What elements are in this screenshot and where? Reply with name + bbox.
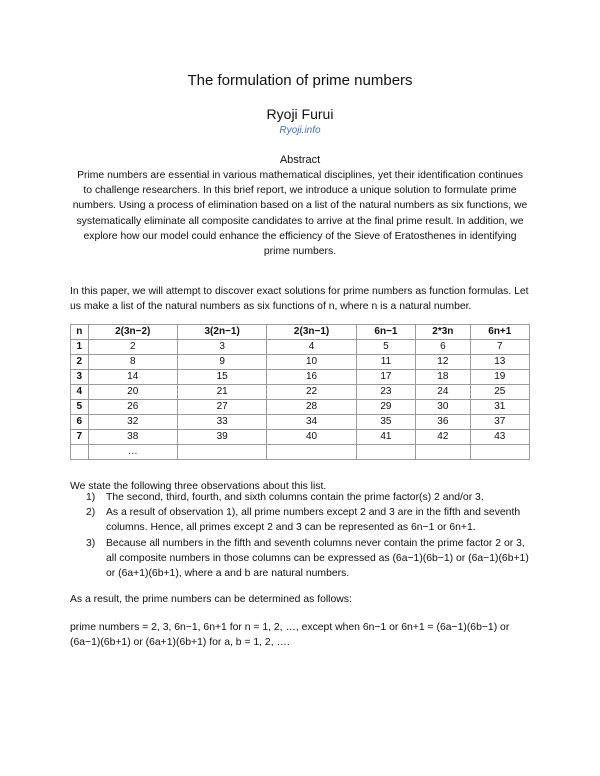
table-row <box>71 415 530 430</box>
table-cell: 42 <box>416 430 471 445</box>
table-cell: 26 <box>88 400 177 415</box>
table-cell: 4 <box>267 340 356 355</box>
table-cell: 37 <box>470 415 529 430</box>
table-cell: 7 <box>470 340 529 355</box>
table-cell: 20 <box>88 385 177 400</box>
paper-title: The formulation of prime numbers <box>187 72 413 89</box>
table-cell: 8 <box>88 355 177 370</box>
table-row <box>71 385 530 400</box>
list-item-text: As a result of observation 1), all prime numbers except 2 and 3 are in the fifth and seventh columns. Hence, all primes except 2 and 3 can be represented as 6n−1 or 6n+1. <box>106 507 521 534</box>
abstract-text: Prime numbers are essential in various mathematical disciplines, yet their identification continues to challenge researchers. In this brief report, we introduce a unique solution to formulate prime numbers. Using a process of elimination based on a list of the natural numbers as six functions, we systematically eliminate all composite candidates to arrive at the final prime result. In addition, we explore how our model could enhance the efficiency of the Sieve of Eratosthenes in identifying prime numbers. <box>72 170 528 258</box>
table-cell: 35 <box>356 415 415 430</box>
table-row <box>71 445 530 460</box>
table-cell <box>267 445 356 460</box>
table-header-cell: 2*3n <box>416 325 471 340</box>
list-item-text: Because all numbers in the fifth and seventh columns never contain the prime factor 2 or 3, all composite numbers in those columns can be expressed as (6a−1)(6b−1) or (6a−1)(6b+1) or (6a+1)(6b+1), where a and b are natural numbers. <box>106 537 529 580</box>
table-cell <box>71 445 89 460</box>
abstract-heading: Abstract <box>279 154 321 166</box>
table-cell: 23 <box>356 385 415 400</box>
list-item <box>70 536 532 582</box>
table-header-cell: 6n−1 <box>356 325 415 340</box>
table-cell: 2 <box>71 355 89 370</box>
table-cell: 5 <box>356 340 415 355</box>
table-cell: 40 <box>267 430 356 445</box>
list-item <box>70 490 532 505</box>
table-header-row <box>71 325 530 340</box>
table-cell: 16 <box>267 370 356 385</box>
table-row <box>71 370 530 385</box>
list-item-number: 3) <box>86 537 96 549</box>
table-header-cell: 2(3n−1) <box>267 325 356 340</box>
number-functions-table <box>70 324 530 460</box>
table-cell: 13 <box>470 355 529 370</box>
table-cell: 6 <box>71 415 89 430</box>
table-cell: … <box>88 445 177 460</box>
table-row <box>71 355 530 370</box>
table-cell: 34 <box>267 415 356 430</box>
table-cell <box>356 445 415 460</box>
table-cell: 39 <box>177 430 266 445</box>
table-cell: 4 <box>71 385 89 400</box>
table-cell: 21 <box>177 385 266 400</box>
table-cell: 5 <box>71 400 89 415</box>
table-cell: 19 <box>470 370 529 385</box>
table-header-cell: 3(2n−1) <box>177 325 266 340</box>
table-cell: 15 <box>177 370 266 385</box>
list-item <box>70 505 532 535</box>
author-name: Ryoji Furui <box>266 106 334 122</box>
table-cell: 17 <box>356 370 415 385</box>
table-cell: 36 <box>416 415 471 430</box>
table-cell: 27 <box>177 400 266 415</box>
observations-intro: We state the following three observations about this list. <box>70 481 327 492</box>
list-item-number: 2) <box>86 507 96 519</box>
observations-list <box>70 490 532 581</box>
table-cell: 14 <box>88 370 177 385</box>
table-cell: 2 <box>88 340 177 355</box>
table-cell: 38 <box>88 430 177 445</box>
table-cell <box>416 445 471 460</box>
table-cell: 25 <box>470 385 529 400</box>
table-header-cell: n <box>71 325 89 340</box>
table-cell: 18 <box>416 370 471 385</box>
table-cell: 9 <box>177 355 266 370</box>
table-cell: 43 <box>470 430 529 445</box>
table-cell: 1 <box>71 340 89 355</box>
table-cell: 3 <box>71 370 89 385</box>
result-heading: As a result, the prime numbers can be determined as follows: <box>70 594 352 605</box>
table-row <box>71 430 530 445</box>
table-cell: 11 <box>356 355 415 370</box>
table-cell: 29 <box>356 400 415 415</box>
author-website[interactable]: Ryoji.info <box>279 125 321 136</box>
list-item-number: 1) <box>86 492 96 503</box>
table-row <box>71 400 530 415</box>
list-item-text: The second, third, fourth, and sixth columns contain the prime factor(s) 2 and/or 3. <box>106 492 484 503</box>
table-header-cell: 6n+1 <box>470 325 529 340</box>
table-cell: 31 <box>470 400 529 415</box>
table-cell <box>470 445 529 460</box>
table-header-cell: 2(3n−2) <box>88 325 177 340</box>
intro-paragraph: In this paper, we will attempt to discover exact solutions for prime numbers as function formulas. Let us make a list of the natural numbers as six functions of n, where n is a natural number. <box>70 286 529 313</box>
table-row <box>71 340 530 355</box>
table-cell: 28 <box>267 400 356 415</box>
table-cell: 3 <box>177 340 266 355</box>
table-cell: 30 <box>416 400 471 415</box>
table-cell: 7 <box>71 430 89 445</box>
table-cell: 10 <box>267 355 356 370</box>
table-cell: 6 <box>416 340 471 355</box>
table-cell: 12 <box>416 355 471 370</box>
table-cell: 32 <box>88 415 177 430</box>
table-cell: 24 <box>416 385 471 400</box>
table-cell: 33 <box>177 415 266 430</box>
table-cell <box>177 445 266 460</box>
table-cell: 41 <box>356 430 415 445</box>
table-cell: 22 <box>267 385 356 400</box>
result-formula: prime numbers = 2, 3, 6n−1, 6n+1 for n = 1, 2, …, except when 6n−1 or 6n+1 = (6a−1)(6b−1) or (6a−1)(6b+1) or (6a+1)(6b+1) for a, b = 1, 2, …. <box>70 622 510 649</box>
